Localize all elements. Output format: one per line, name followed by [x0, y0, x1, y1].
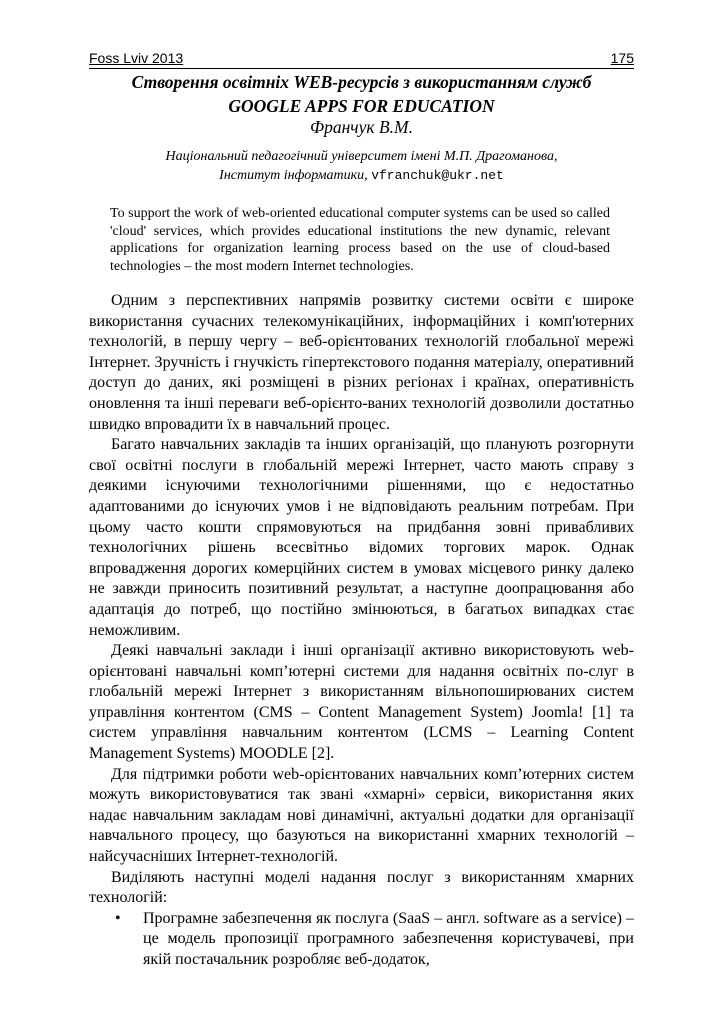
author: Франчук В.М.	[310, 117, 413, 137]
title-line-1: Створення освітніх WEB-ресурсів з використанням служб	[131, 72, 592, 92]
affiliation	[89, 147, 634, 185]
bullet-marker: •	[115, 909, 121, 927]
affiliation-line-2	[89, 166, 634, 185]
affiliation-line-1: Національний педагогічний університет імені М.П. Драгоманова,	[165, 149, 558, 164]
paragraph: Одним з перспективних напрямів розвитку системи освіти є широке використання сучасних телекомунікаційних, інформаційних і комп'ютерних технологій, в першу чергу – веб-орієнтованих технологій глобальної мережі Інтернет. Зручність і гнучкість гіпертекстового подання матеріалу, оперативний доступ до даних, які розміщені в різних регіонах і країнах, оперативність оновлення та інші переваги веб-орієнто-ваних технологій дозволили достатньо швидко впровадити їх в навчальний процес.	[89, 292, 634, 433]
title-line-2: GOOGLE APPS FOR EDUCATION	[228, 96, 495, 116]
body-text	[89, 291, 634, 971]
abstract: To support the work of web-oriented educational computer systems can be used so called 'cloud' services, which provides educational institutions the new dynamic, relevant applications for organization learning process based on the use of cloud-based technologies – the most modern Internet technologies.	[110, 206, 610, 274]
list-item	[89, 909, 634, 971]
institute: Інститут інформатики,	[219, 168, 368, 183]
paragraph: Деякі навчальні заклади і інші організації активно використовують web-орієнтовані навчальні комп’ютерні системи для надання освітніх по-слуг в глобальній мережі Інтернет з використанням вільнопоширюваних систем управління контентом (CMS – Content Management System) Joomla! [1] та систем управління навчальним контентом (LCMS – Learning Content Management Systems) MOODLE [2].	[89, 642, 634, 763]
email: vfranchuk@ukr.net	[371, 168, 504, 183]
paragraph: Багато навчальних закладів та інших організацій, що планують розгорнути свої освітні послуги в глобальній мережі Інтернет, часто мають справу з деякими існуючими технологічними рішеннями, що є недостатньо адаптованими до існуючих умов і не відповідають реальним потребам. При цьому часто кошти спрямовуються на придбання зовні привабливих технологічних рішень всесвітньо відомих торгових марок. Однак впровадження дорогих комерційних систем в умовах місцевого ринку далеко не завжди приносить позитивний результат, а наступне доопрацювання або адаптація до потреб, що постійно змінюються, в багатьох випадках стає неможливим.	[89, 436, 634, 639]
paragraph: Виділяють наступні моделі надання послуг з використанням хмарних технологій:	[89, 868, 634, 907]
paper-title	[89, 70, 634, 118]
paragraph: Для підтримки роботи web-орієнтованих навчальних комп’ютерних систем можуть використовуватися так звані «хмарні» сервіси, використання яких надає навчальним закладам нові динамічні, актуальні додатки для організації навчального процесу, що базуються на використанні хмарних технологій – найсучасніших Інтернет-технологій.	[89, 765, 634, 866]
conference-name: Foss Lviv 2013	[89, 50, 184, 66]
list-item-text: Програмне забезпечення як послуга (SaaS – англ. software as a service) – це модель пропозиції програмного забезпечення користувачеві, при якій постачальник розробляє веб-додаток,	[143, 909, 634, 968]
page-header	[89, 50, 634, 69]
page-number: 175	[610, 50, 634, 66]
bullet-list	[89, 909, 634, 971]
